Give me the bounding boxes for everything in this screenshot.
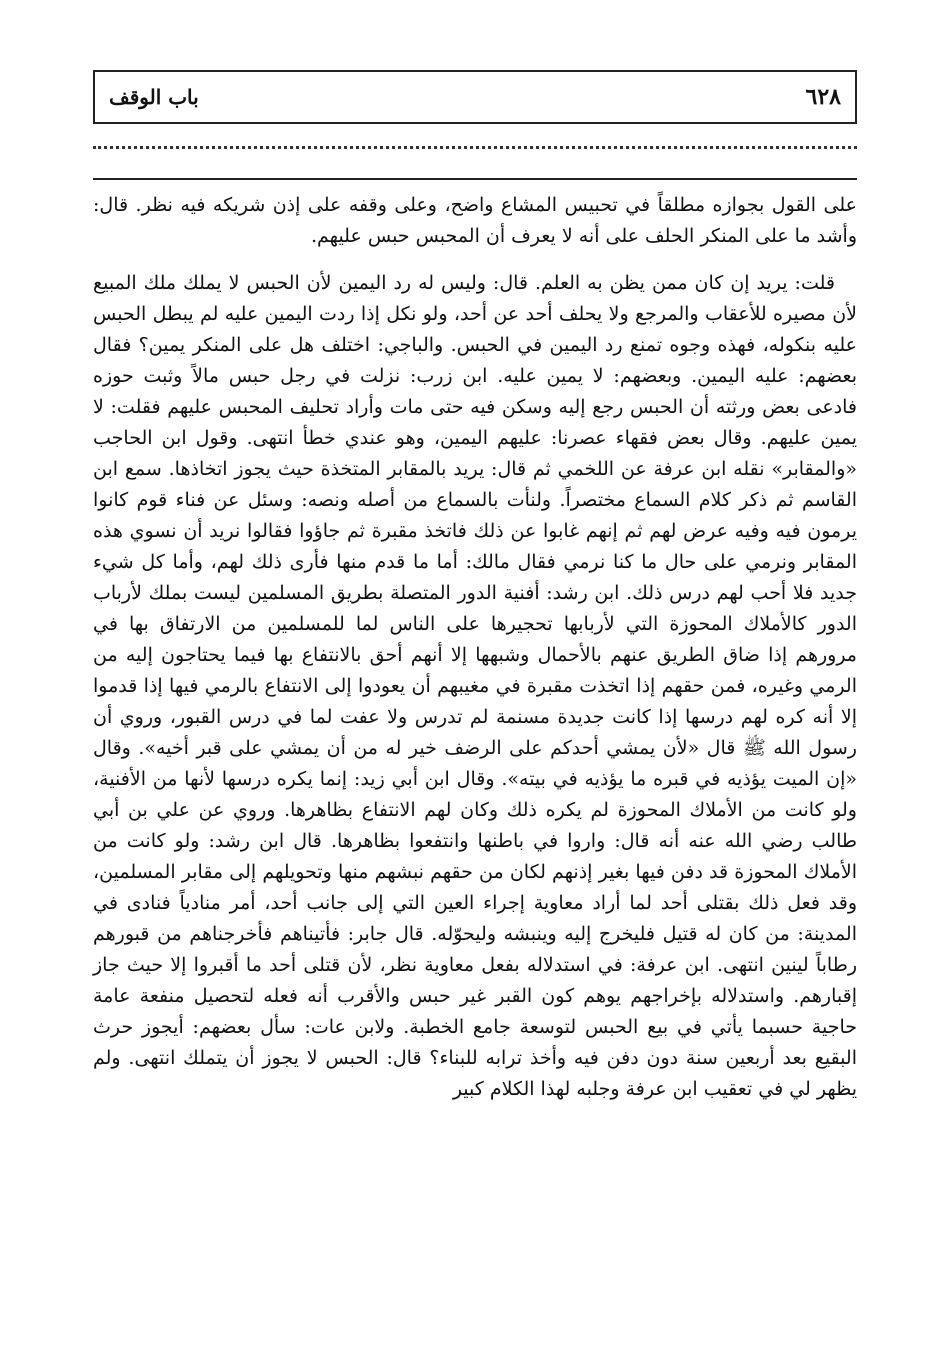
chapter-title: باب الوقف [109,85,199,109]
paragraph: على القول بجوازه مطلقاً في تحبيس المشاع واضح، وعلى وقفه على إذن شريكه فيه نظر. قال: وأشد ما على المنكر الحلف على أنه لا يعرف أن المحبس حبس عليهم. [93,194,857,247]
dotted-separator [93,146,857,149]
page-number: ٦٢٨ [805,84,841,110]
paragraph: قلت: يريد إن كان ممن يظن به العلم. قال: وليس له رد اليمين لأن الحبس لا يملك ملك المبيع لأن مصيره للأعقاب والمرجع ولا يحلف أحد عن أحد، ولو نكل إذا ردت اليمين عليه لم يبطل الحبس عليه بنكوله، فهذه وجوه تمنع رد اليمين في الحبس. والباجي: اختلف هل على المنكر يمين؟ فقال بعضهم: عليه اليمين. وبعضهم: لا يمين عليه. ابن زرب: نزلت في رجل حبس مالاً وثبت حوزه فادعى بعض ورثته أن الحبس رجع إليه وسكن فيه حتى مات وأراد تحليف المحبس عليهم فقلت: لا يمين عليهم. وقال بعض فقهاء عصرنا: عليهم اليمين، وهو عندي خطأ انتهى. وقول ابن الحاجب «والمقابر» نقله ابن عرفة عن اللخمي ثم قال: يريد بالمقابر المتخذة حيث يجوز اتخاذها. سمع ابن القاسم ثم ذكر كلام السماع مختصراً. ولنأت بالسماع من أصله ونصه: وسئل عن فناء قوم كانوا يرمون فيه وفيه عرض لهم ثم إنهم غابوا عن ذلك فاتخذ مقبرة ثم جاؤوا فقالوا نريد أن نسوي هذه المقابر ونرمي على حال ما كنا نرمي فقال مالك: أما ما قدم منها فأرى ذلك لهم، وأما كل شيء جديد فلا أحب لهم درس ذلك. ابن رشد: أفنية الدور المتصلة بطريق المسلمين ليست بملك لأرباب الدور كالأملاك المحوزة التي لأربابها تحجيرها على الناس لما للمسلمين من الارتفاق بها في مرورهم إذا ضاق الطريق عنهم بالأحمال وشبهها إلا أنهم أحق بالانتفاع بها فيما يحتاجون إليه من الرمي وغيره، فمن حقهم إذا اتخذت مقبرة في مغيبهم أن يعودوا إلى الانتفاع بالرمي فيها إذا قدموا إلا أنه كره لهم درسها إذا كانت جديدة مسنمة لم تدرس ولا عفت لما في درس القبور، وروي أن رسول الله ﷺ قال «لأن يمشي أحدكم على الرضف خير له من أن يمشي على قبر أخيه». وقال «إن الميت يؤذيه في قبره ما يؤذيه في بيته». وقال ابن أبي زيد: إنما يكره درسها لأنها من الأفنية، ولو كانت من الأملاك المحوزة لم يكره ذلك وكان لهم الانتفاع بظاهرها. وروي عن علي بن أبي طالب رضي الله عنه أنه قال: واروا في باطنها وانتفعوا بظاهرها. قال ابن رشد: ولو كانت من الأملاك المحوزة قد دفن فيها بغير إذنهم لكان من حقهم نبشهم منها وتحويلهم إلى مقابر المسلمين، وقد فعل ذلك بقتلى أحد لما أراد معاوية إجراء العين التي إلى جانب أحد، أمر منادياً فنادى في المدينة: من كان له قتيل فليخرج إليه وينبشه وليحوّله. قال جابر: فأتيناهم فأخرجناهم من قبورهم رطاباً لينين انتهى. ابن عرفة: في استدلاله بفعل معاوية نظر، لأن قتلى أحد ما أقبروا إلا حيث جاز إقبارهم. واستدلاله بإخراجهم يوهم كون القبر غير حبس والأقرب أنه فعله لتحصيل منفعة عامة حاجية حسبما يأتي في بيع الحبس لتوسعة جامع الخطبة. ولابن عات: سأل بعضهم: أيجوز حرث البقيع بعد أربعين سنة دون دفن فيه وأخذ ترابه للبناء؟ قال: الحبس لا يجوز أن يتملك انتهى. ولم يظهر لي في تعقيب ابن عرفة وجلبه لهذا الكلام كبير [93,272,857,1100]
body-text [93,190,857,1105]
page-header [93,70,857,124]
horizontal-rule [93,178,857,180]
